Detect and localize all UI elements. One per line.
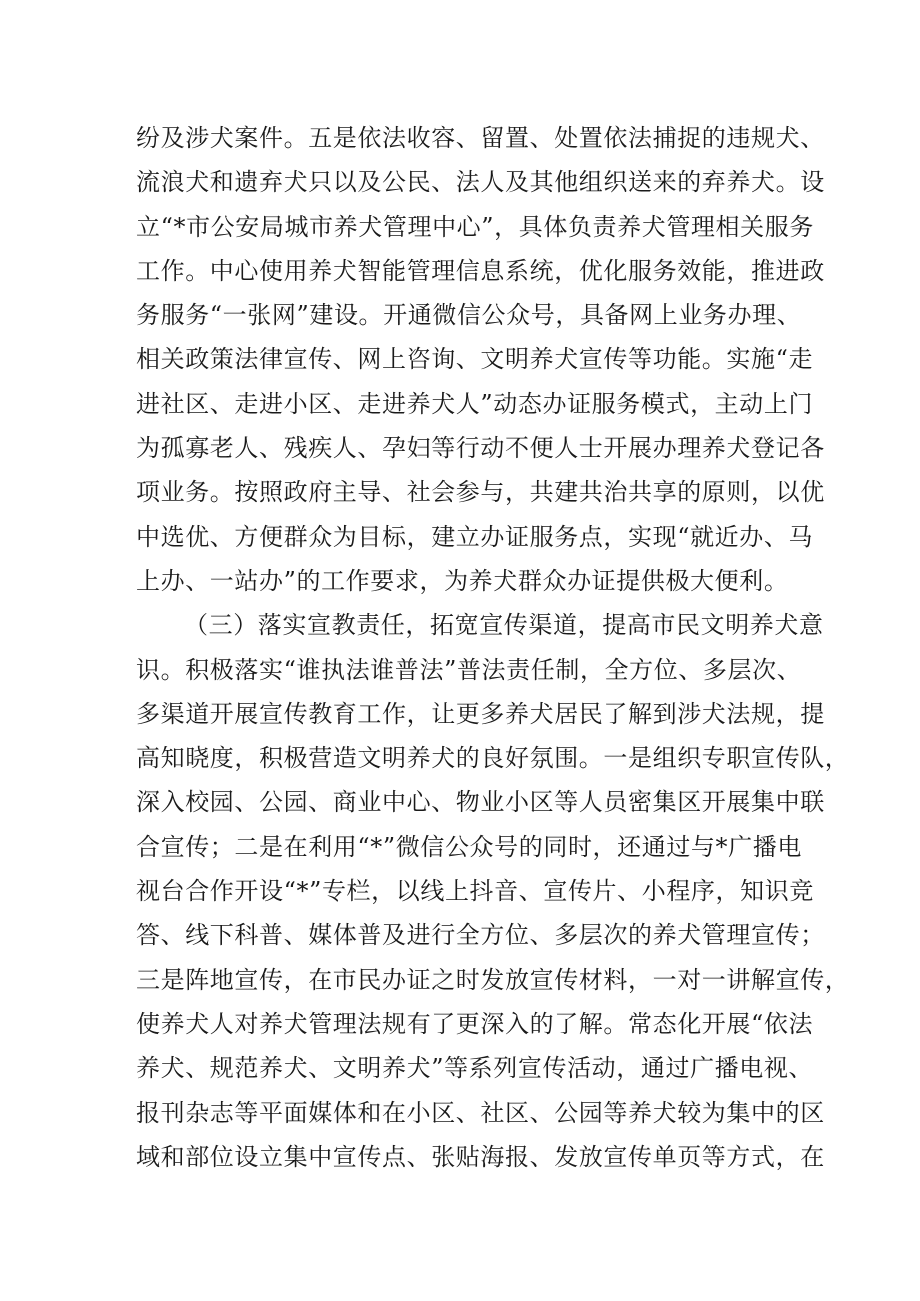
- text-line: 为孤寡老人、残疾人、孕妇等行动不便人士开展办理养犬登记各: [136, 434, 825, 463]
- text-line: 视台合作开设“*”专栏，以线上抖音、宣传片、小程序，知识竞: [136, 877, 814, 906]
- text-line: 多渠道开展宣传教育工作，让更多养犬居民了解到涉犬法规，提: [136, 699, 825, 728]
- text-line: 合宣传；二是在利用“*”微信公众号的同时，还通过与*广播电: [136, 832, 802, 861]
- text-line: 报刊杂志等平面媒体和在小区、社区、公园等养犬较为集中的区: [136, 1098, 825, 1127]
- text-line: 流浪犬和遗弃犬只以及公民、法人及其他组织送来的弃养犬。设: [136, 168, 825, 197]
- text-line: 项业务。按照政府主导、社会参与，共建共治共享的原则，以优: [136, 478, 825, 507]
- text-line: 三是阵地宣传，在市民办证之时发放宣传材料，一对一讲解宣传，: [136, 965, 850, 994]
- text-line: 相关政策法律宣传、网上咨询、文明养犬宣传等功能。实施“走: [136, 345, 814, 374]
- text-line: 使养犬人对养犬管理法规有了更深入的了解。常态化开展“依法: [136, 1009, 814, 1038]
- section-heading-line: （三）落实宣教责任，拓宽宣传渠道，提高市民文明养犬意: [184, 611, 824, 640]
- text-line: 养犬、规范养犬、文明养犬”等系列宣传活动，通过广播电视、: [136, 1054, 814, 1083]
- text-line: 中选优、方便群众为目标，建立办证服务点，实现“就近办、马: [136, 522, 814, 551]
- text-line: 工作。中心使用养犬智能管理信息系统，优化服务效能，推进政: [136, 256, 825, 285]
- text-line: 上办、一站办”的工作要求，为养犬群众办证提供极大便利。: [136, 566, 789, 595]
- text-line: 深入校园、公园、商业中心、物业小区等人员密集区开展集中联: [136, 788, 825, 817]
- text-line: 纷及涉犬案件。五是依法收容、留置、处置依法捕捉的违规犬、: [136, 124, 825, 152]
- text-line: 进社区、走进小区、走进养犬人”动态办证服务模式，主动上门: [136, 389, 814, 418]
- text-line: 答、线下科普、媒体普及进行全方位、多层次的养犬管理宣传；: [136, 921, 825, 950]
- text-line: 高知晓度，积极营造文明养犬的良好氛围。一是组织专职宣传队，: [136, 744, 850, 773]
- text-line: 识。积极落实“谁执法谁普法”普法责任制，全方位、多层次、: [136, 655, 802, 684]
- text-line: 务服务“一张网”建设。开通微信公众号，具备网上业务办理、: [136, 301, 802, 330]
- body-text: [136, 116, 850, 1179]
- text-line: 域和部位设立集中宣传点、张贴海报、发放宣传单页等方式，在: [136, 1142, 825, 1171]
- text-line: 立“*市公安局城市养犬管理中心”，具体负责养犬管理相关服务: [136, 212, 814, 241]
